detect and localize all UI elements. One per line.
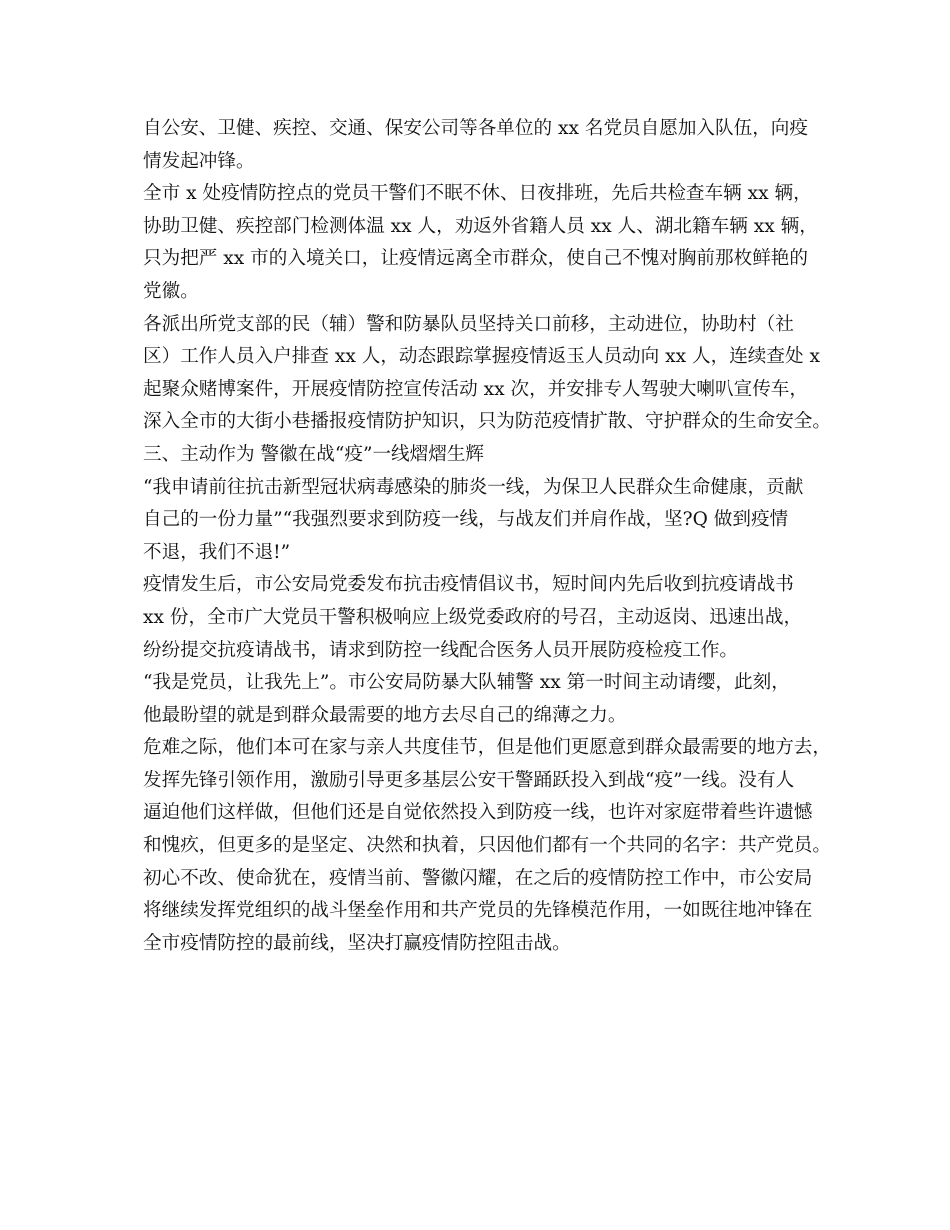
text-line: 不退，我们不退!” xyxy=(143,541,291,563)
text-line: 自己的一份力量”“我强烈要求到防疫一线，与战友们并肩作战，坚?Q 做到疫情 xyxy=(143,509,789,531)
text-line: 纷纷提交抗疫请战书，请求到防控一线配合医务人员开展防疫检疫工作。 xyxy=(143,639,739,661)
text-line: 区）工作人员入户排查 xx 人，动态跟踪掌握疫情返玉人员动向 xx 人，连续查处 x xyxy=(143,346,820,368)
text-line: 疫情发生后，市公安局党委发布抗击疫情倡议书，短时间内先后收到抗疫请战书 xyxy=(143,574,794,596)
text-line: 全市疫情防控的最前线，坚决打赢疫情防控阻击战。 xyxy=(143,932,571,954)
text-line: “我是党员，让我先上”。市公安局防暴大队辅警 xx 第一时间主动请缨，此刻， xyxy=(143,672,790,694)
text-line: 党徽。 xyxy=(143,280,199,302)
section-heading: 三、主动作为 警徽在战“疫”一线熠熠生辉 xyxy=(143,443,485,465)
text-line: 将继续发挥党组织的战斗堡垒作用和共产党员的先锋模范作用，一如既往地冲锋在 xyxy=(143,900,813,922)
text-line: 逼迫他们这样做，但他们还是自觉依然投入到防疫一线，也许对家庭带着些许遗憾 xyxy=(143,802,813,824)
document-body xyxy=(143,113,833,960)
text-line: 各派出所党支部的民（辅）警和防暴队员坚持关口前移，主动进位，协助村（社 xyxy=(143,313,794,335)
text-line: xx 份，全市广大党员干警积极响应上级党委政府的号召，主动返岗、迅速出战， xyxy=(143,606,803,628)
text-line: 和愧疚，但更多的是坚定、决然和执着，只因他们都有一个共同的名字：共产党员。 xyxy=(143,835,831,857)
text-line: 自公安、卫健、疾控、交通、保安公司等各单位的 xx 名党员自愿加入队伍，向疫 xyxy=(143,118,808,139)
text-line: 起聚众赌博案件，开展疫情防控宣传活动 xx 次，并安排专人驾驶大喇叭宣传车， xyxy=(143,378,808,400)
text-line: 深入全市的大街小巷播报疫情防护知识，只为防范疫情扩散、守护群众的生命安全。 xyxy=(143,411,831,433)
text-line: 协助卫健、疾控部门检测体温 xx 人，劝返外省籍人员 xx 人、湖北籍车辆 xx 辆， xyxy=(143,215,818,237)
text-line: 他最盼望的就是到群众最需要的地方去尽自己的绵薄之力。 xyxy=(143,704,627,726)
text-line: 情发起冲锋。 xyxy=(143,150,255,172)
text-line: 初心不改、使命犹在，疫情当前、警徽闪耀，在之后的疫情防控工作中，市公安局 xyxy=(143,867,813,889)
text-line: “我申请前往抗击新型冠状病毒感染的肺炎一线，为保卫人民群众生命健康，贡献 xyxy=(143,476,804,498)
text-line: 全市 x 处疫情防控点的党员干警们不眠不休、日夜排班，先后共检查车辆 xx 辆， xyxy=(143,183,812,205)
text-line: 危难之际，他们本可在家与亲人共度佳节，但是他们更愿意到群众最需要的地方去， xyxy=(143,737,831,759)
text-line: 只为把严 xx 市的入境关口，让疫情远离全市群众，使自己不愧对胸前那枚鲜艳的 xyxy=(143,248,808,270)
text-line: 发挥先锋引领作用，激励引导更多基层公安干警踊跃投入到战“疫”一线。没有人 xyxy=(143,769,795,791)
